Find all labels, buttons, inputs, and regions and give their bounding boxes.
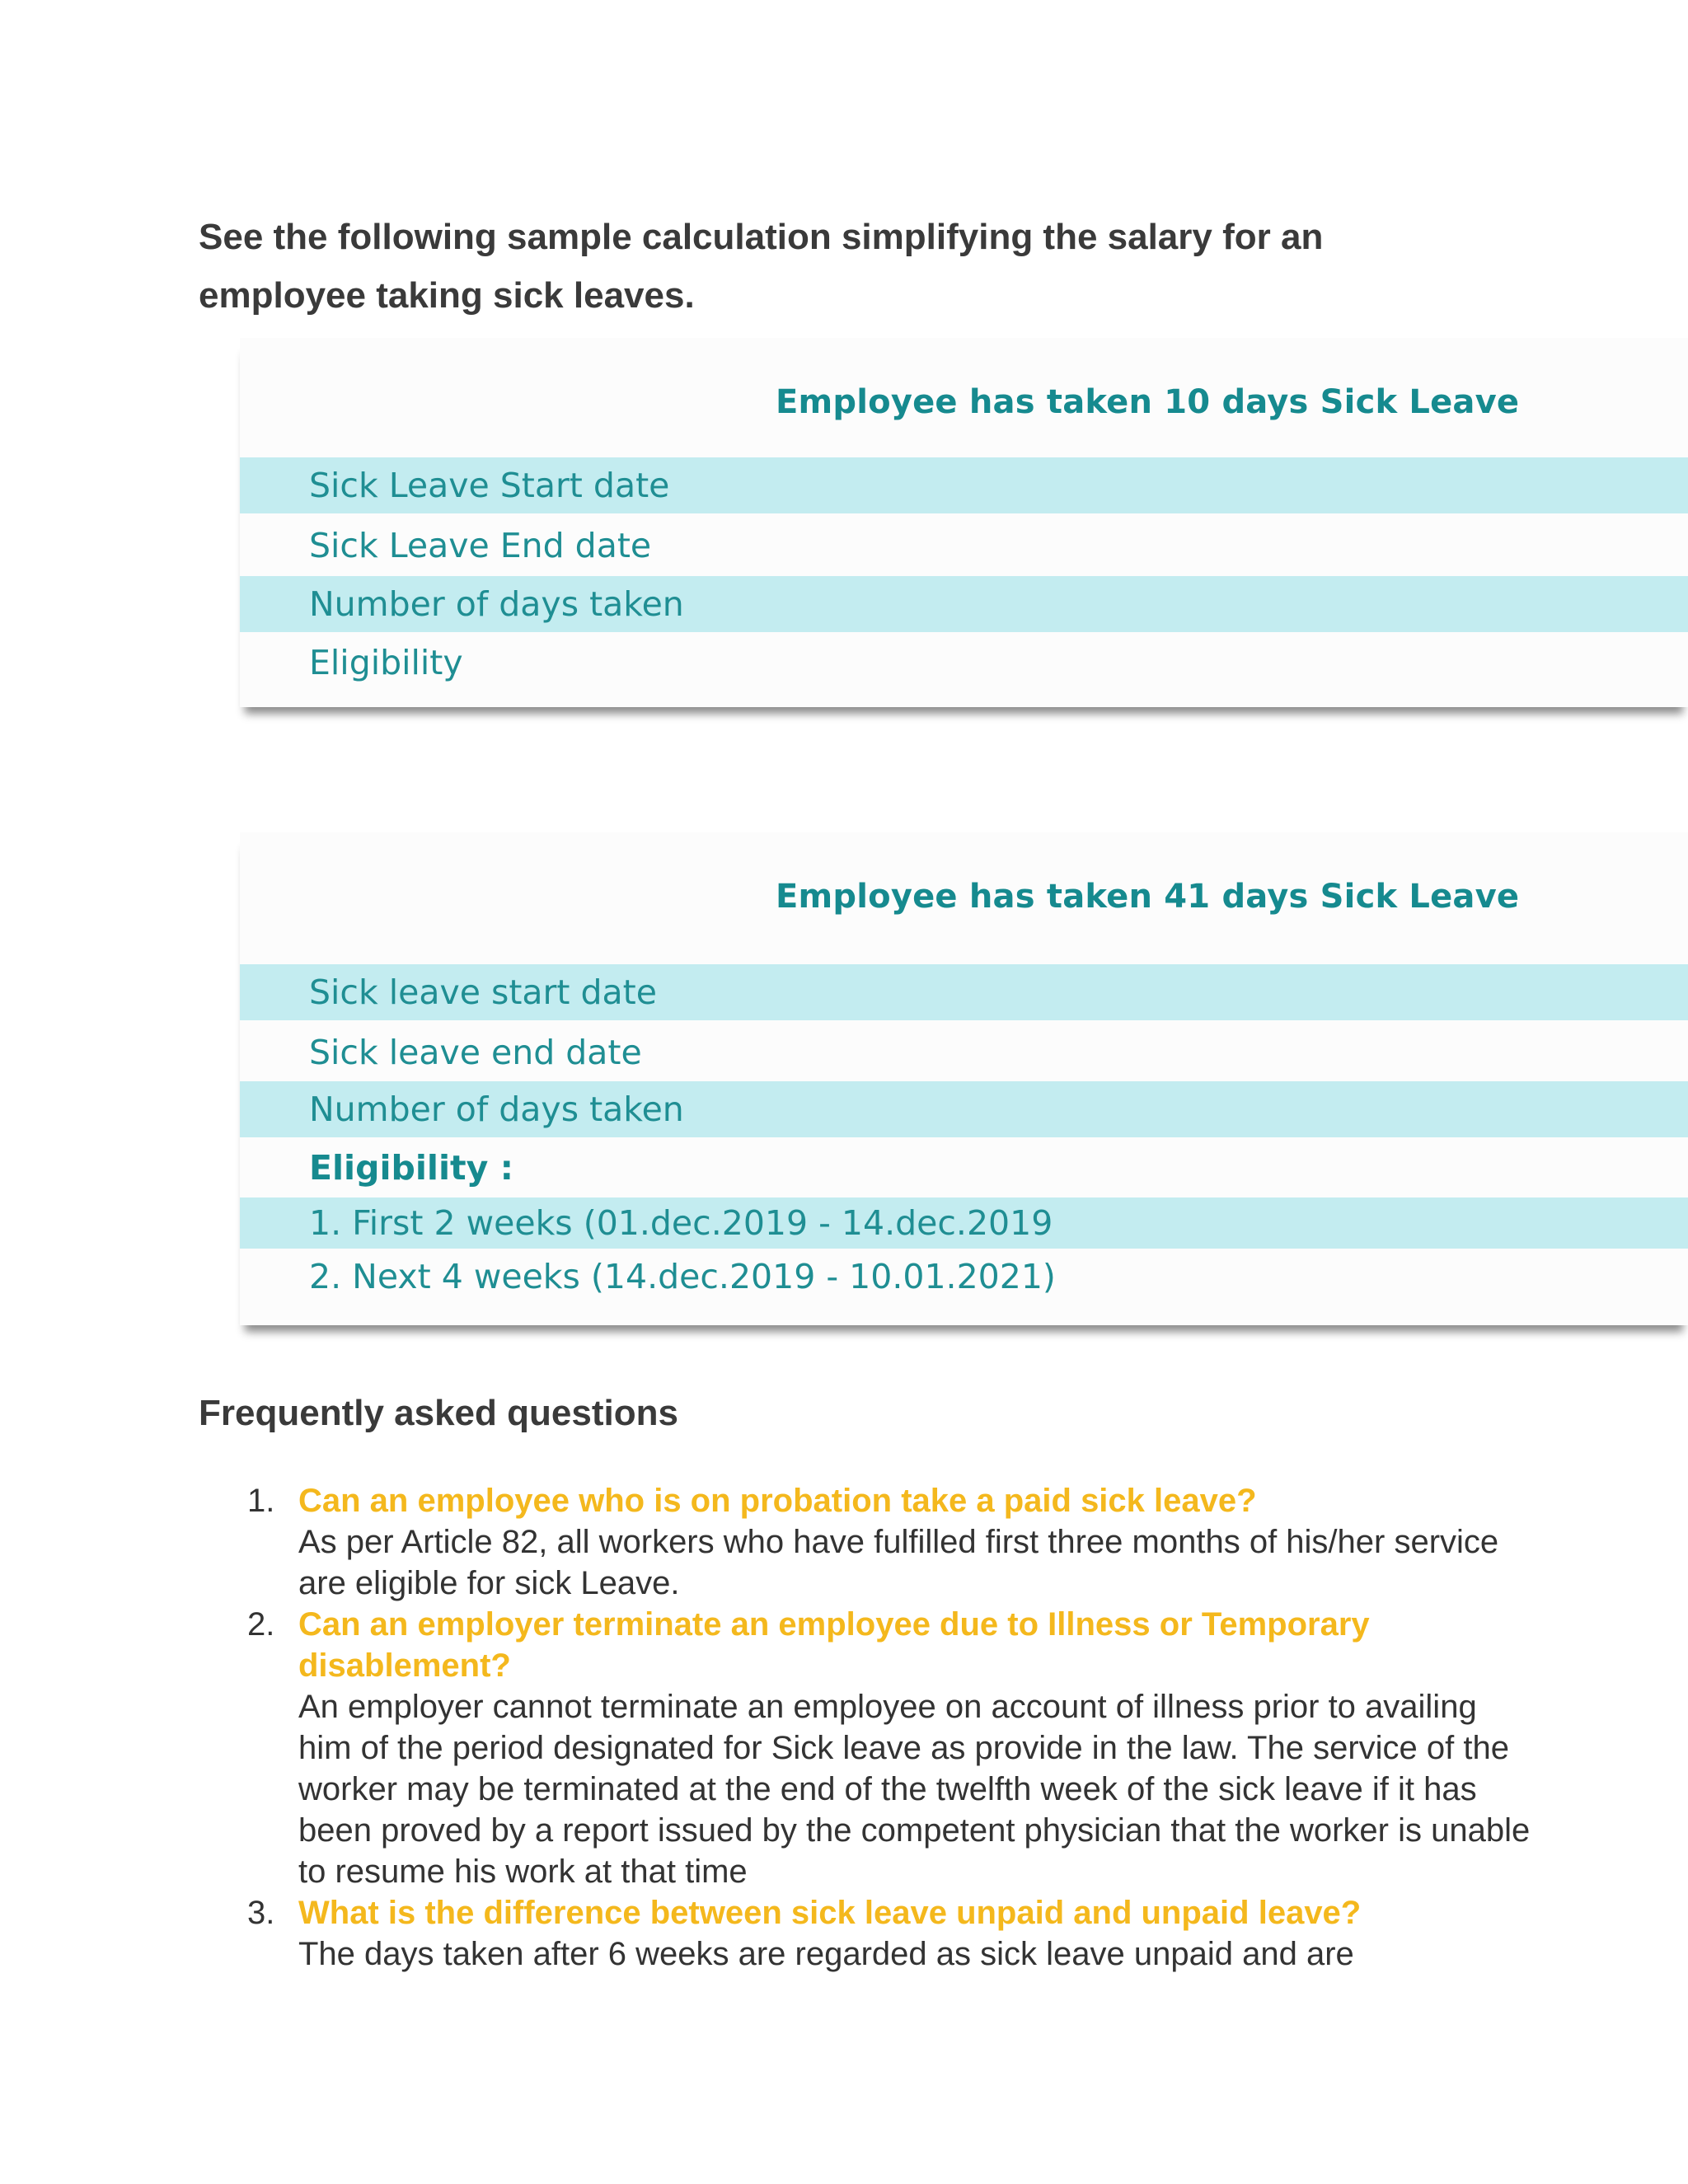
table-title: Employee has taken 10 days Sick Leave (776, 383, 1520, 421)
faq-answer: An employer cannot terminate an employee on account of illness prior to availing him of the period designated for Sick leave as provide in the law. The service of the worker may be terminated at the end of the twelfth week of the sick leave if it has been proved by a report issued by the competent physician that the worker is unable to resume his work at that time (298, 1689, 1531, 1890)
faq-list (247, 1480, 1533, 1975)
table-row-days-taken: Number of days taken (240, 1081, 1688, 1137)
sick-leave-table-10-days (240, 338, 1688, 707)
table-row-first-2-weeks: 1. First 2 weeks (01.dec.2019 - 14.dec.2019 (240, 1197, 1688, 1249)
table-row-end-date: Sick Leave End date (309, 526, 652, 565)
table-row-eligibility: Eligibility : (309, 1148, 514, 1188)
faq-question: What is the difference between sick leave unpaid and unpaid leave? (298, 1895, 1362, 1931)
faq-item (247, 1480, 1533, 1604)
faq-heading: Frequently asked questions (199, 1393, 678, 1433)
table-row-start-date: Sick leave start date (240, 964, 1688, 1020)
faq-item (247, 1892, 1533, 1975)
faq-answer: As per Article 82, all workers who have fulfilled first three months of his/her service are eligible for sick Leave. (298, 1524, 1499, 1601)
faq-question: Can an employer terminate an employee due to Illness or Temporary disablement? (298, 1606, 1370, 1684)
faq-item (247, 1604, 1533, 1892)
intro-paragraph: See the following sample calculation simplifying the salary for an employee taking sick leaves. (199, 217, 1324, 316)
table-row-start-date: Sick Leave Start date (240, 457, 1688, 513)
faq-number: 1. (247, 1483, 275, 1519)
faq-answer: The days taken after 6 weeks are regarded as sick leave unpaid and are (298, 1936, 1354, 1972)
table-row-eligibility: Eligibility (309, 643, 463, 682)
table-row-end-date: Sick leave end date (309, 1033, 642, 1072)
faq-question: Can an employee who is on probation take a paid sick leave? (298, 1483, 1257, 1519)
faq-number: 3. (247, 1895, 275, 1931)
table-title: Employee has taken 41 days Sick Leave (776, 878, 1520, 916)
table-row-next-4-weeks: 2. Next 4 weeks (14.dec.2019 - 10.01.2021) (309, 1257, 1056, 1296)
sick-leave-table-41-days (240, 832, 1688, 1325)
table-row-days-taken: Number of days taken (240, 576, 1688, 632)
faq-number: 2. (247, 1606, 275, 1643)
